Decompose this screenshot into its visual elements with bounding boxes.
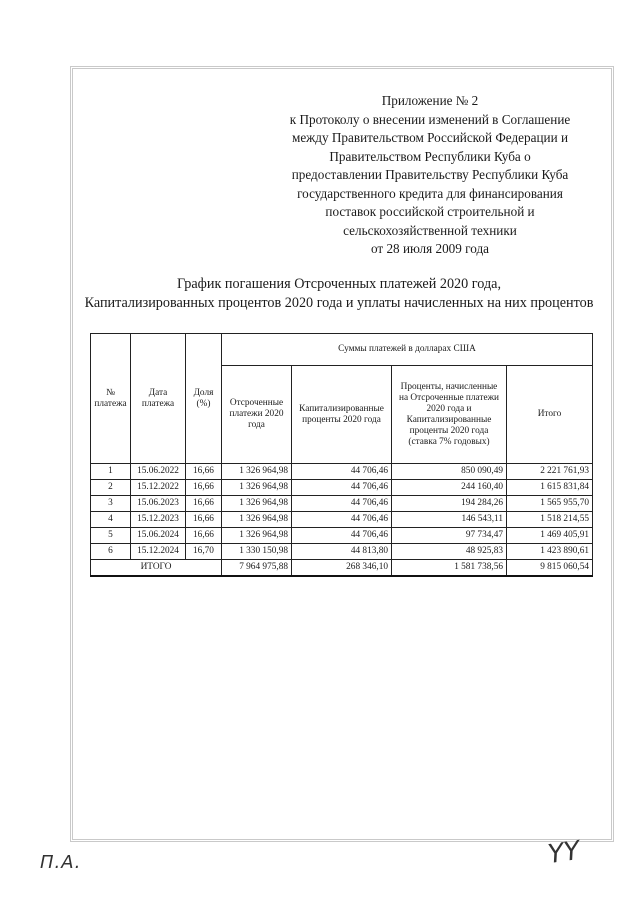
cell-capitalized: 44 706,46 — [292, 480, 392, 496]
cell-deferred: 1 326 964,98 — [222, 496, 292, 512]
header-payment-number: № платежа — [91, 334, 131, 464]
cell-share: 16,66 — [186, 496, 222, 512]
appendix-line: между Правительством Российской Федерации и — [291, 130, 569, 145]
appendix-line: от 28 июля 2009 года — [370, 241, 490, 256]
header-total: Итого — [507, 366, 593, 464]
cell-num: 4 — [91, 512, 131, 528]
cell-deferred: 1 330 150,98 — [222, 544, 292, 560]
title-line-2: Капитализированных процентов 2020 года и уплаты начисленных на них процентов — [84, 295, 594, 311]
cell-deferred: 1 326 964,98 — [222, 480, 292, 496]
payment-schedule-table — [90, 333, 593, 577]
cell-capitalized: 44 706,46 — [292, 512, 392, 528]
cell-share: 16,66 — [186, 464, 222, 480]
cell-num: 3 — [91, 496, 131, 512]
appendix-line: Приложение № 2 — [381, 93, 479, 108]
cell-interest: 850 090,49 — [392, 464, 507, 480]
header-amounts-group: Суммы платежей в долларах США — [222, 334, 593, 366]
cell-date: 15.12.2023 — [131, 512, 186, 528]
table-row — [91, 464, 593, 480]
schedule-title — [70, 275, 608, 313]
cell-share: 16,70 — [186, 544, 222, 560]
cell-deferred: 1 326 964,98 — [222, 464, 292, 480]
cell-deferred: 1 326 964,98 — [222, 512, 292, 528]
cell-num: 2 — [91, 480, 131, 496]
header-share: Доля (%) — [186, 334, 222, 464]
cell-date: 15.06.2023 — [131, 496, 186, 512]
cell-interest: 48 925,83 — [392, 544, 507, 560]
totals-interest: 1 581 738,56 — [392, 560, 507, 576]
totals-capitalized: 268 346,10 — [292, 560, 392, 576]
signature-left: П.А. — [40, 852, 82, 873]
cell-interest: 97 734,47 — [392, 528, 507, 544]
totals-deferred: 7 964 975,88 — [222, 560, 292, 576]
cell-interest: 146 543,11 — [392, 512, 507, 528]
signature-right: ҮҮ — [546, 835, 582, 871]
cell-capitalized: 44 706,46 — [292, 496, 392, 512]
appendix-line: поставок российской строительной и — [325, 204, 535, 219]
appendix-line: предоставлении Правительству Республики Куба — [291, 167, 569, 182]
appendix-line: к Протоколу о внесении изменений в Соглашение — [289, 111, 571, 127]
table-row — [91, 528, 593, 544]
cell-capitalized: 44 706,46 — [292, 464, 392, 480]
totals-row — [91, 560, 593, 576]
header-interest: Проценты, начисленные на Отсроченные платежи 2020 года и Капитализированные проценты 2020 года (ставка 7% годовых) — [392, 366, 507, 464]
cell-num: 5 — [91, 528, 131, 544]
cell-interest: 194 284,26 — [392, 496, 507, 512]
cell-date: 15.12.2024 — [131, 544, 186, 560]
table-row — [91, 480, 593, 496]
cell-num: 6 — [91, 544, 131, 560]
cell-share: 16,66 — [186, 528, 222, 544]
title-line-1: График погашения Отсроченных платежей 2020 года, — [176, 276, 502, 292]
appendix-line: сельскохозяйственной техники — [343, 222, 517, 238]
table-row — [91, 496, 593, 512]
header-deferred: Отсроченные платежи 2020 года — [222, 366, 292, 464]
cell-total: 1 615 831,84 — [507, 480, 593, 496]
cell-share: 16,66 — [186, 512, 222, 528]
appendix-header — [270, 92, 590, 259]
cell-total: 1 518 214,55 — [507, 512, 593, 528]
cell-capitalized: 44 706,46 — [292, 528, 392, 544]
cell-deferred: 1 326 964,98 — [222, 528, 292, 544]
cell-total: 1 423 890,61 — [507, 544, 593, 560]
cell-share: 16,66 — [186, 480, 222, 496]
cell-capitalized: 44 813,80 — [292, 544, 392, 560]
header-payment-date: Дата платежа — [131, 334, 186, 464]
header-capitalized: Капитализированные проценты 2020 года — [292, 366, 392, 464]
cell-date: 15.12.2022 — [131, 480, 186, 496]
table-row — [91, 512, 593, 528]
cell-date: 15.06.2024 — [131, 528, 186, 544]
cell-total: 2 221 761,93 — [507, 464, 593, 480]
cell-total: 1 469 405,91 — [507, 528, 593, 544]
cell-num: 1 — [91, 464, 131, 480]
cell-interest: 244 160,40 — [392, 480, 507, 496]
totals-total: 9 815 060,54 — [507, 560, 593, 576]
cell-date: 15.06.2022 — [131, 464, 186, 480]
cell-total: 1 565 955,70 — [507, 496, 593, 512]
appendix-line: Правительством Республики Куба о — [329, 148, 531, 164]
appendix-line: государственного кредита для финансирования — [297, 185, 563, 201]
table-row — [91, 544, 593, 560]
totals-label: ИТОГО — [91, 560, 222, 576]
